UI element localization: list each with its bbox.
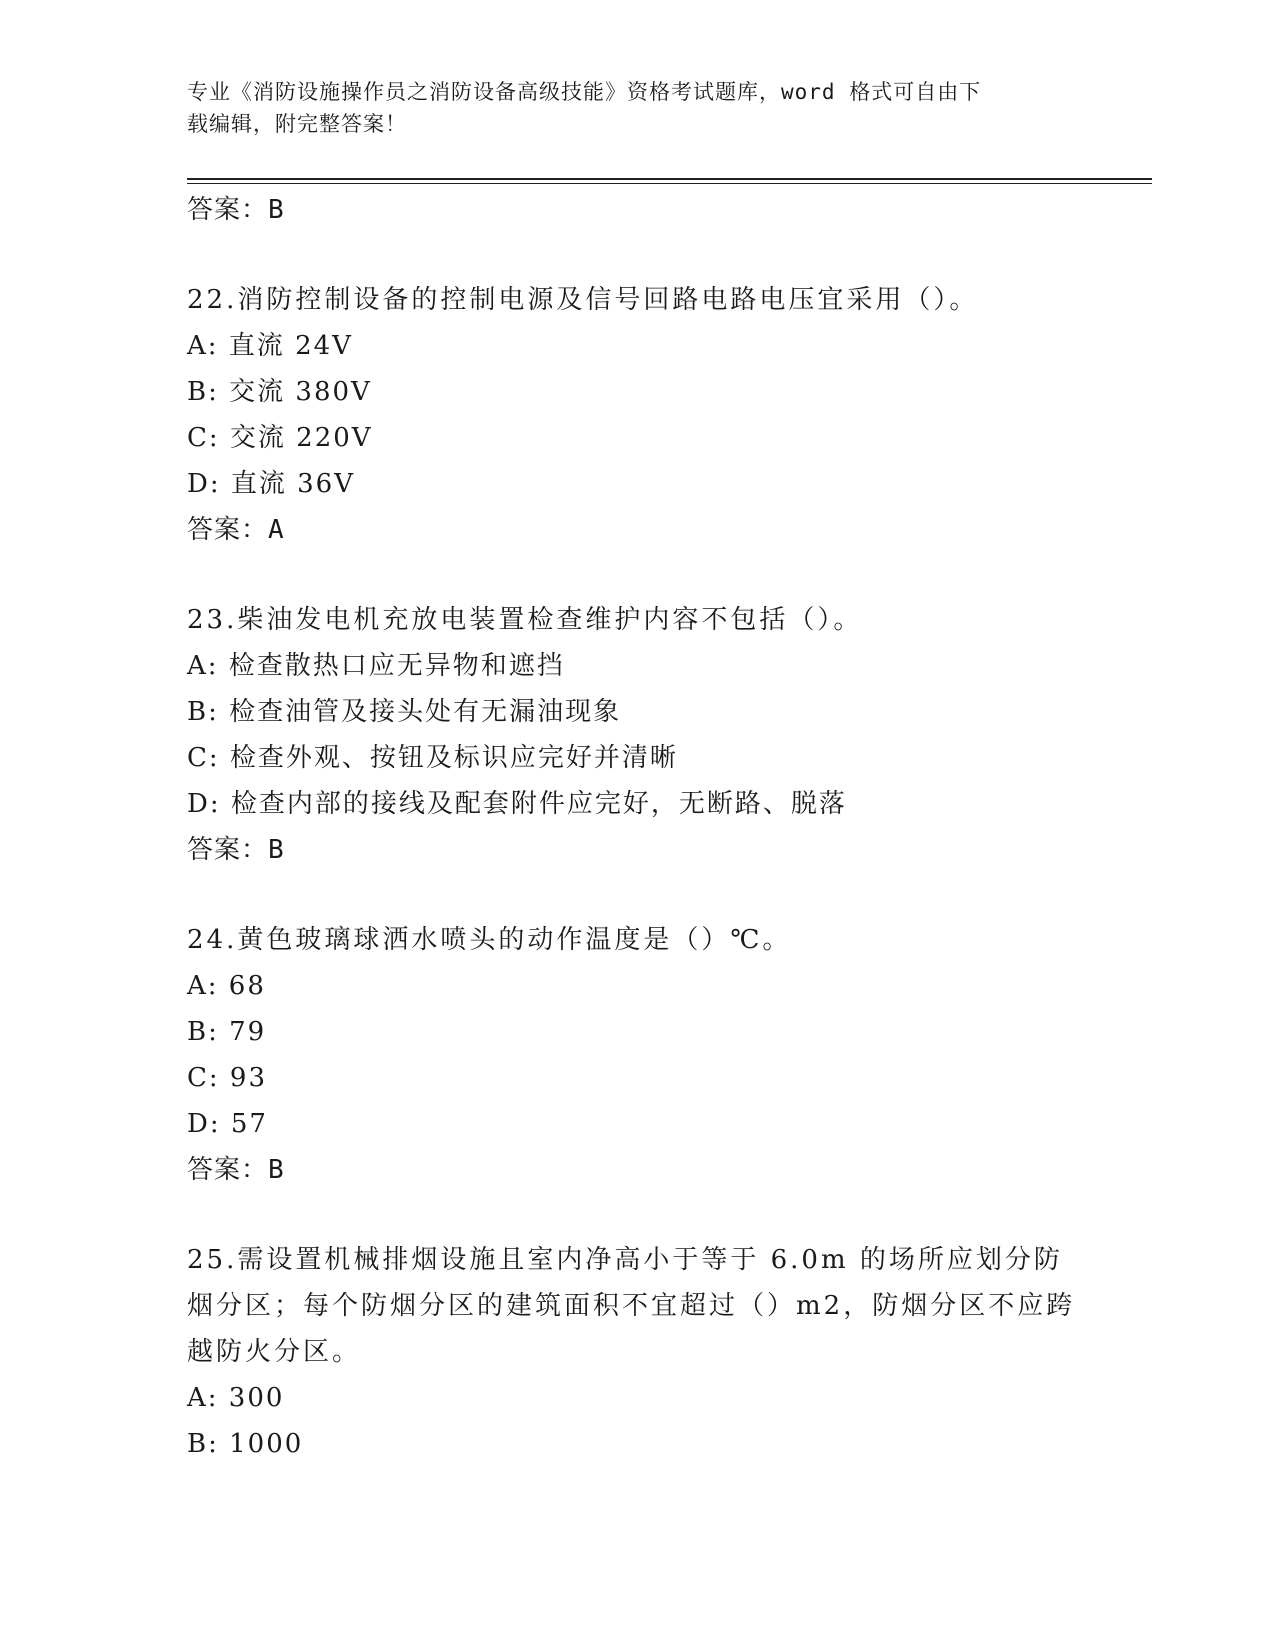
previous-answer: 答案：B: [187, 195, 285, 225]
question-text: 25.需设置机械排烟设施且室内净高小于等于 6.0m 的场所应划分防烟分区；每个防烟分区的建筑面积不宜超过（）m2，防烟分区不应跨越防火分区。: [187, 1245, 1076, 1367]
question-text: 22.消防控制设备的控制电源及信号回路电路电压宜采用（）。: [187, 285, 979, 315]
option-a: A: 68: [187, 971, 266, 1001]
question-text: 23.柴油发电机充放电装置检查维护内容不包括（）。: [187, 605, 863, 635]
question-24: [187, 917, 1087, 1193]
option-b: B: 检查油管及接头处有无漏油现象: [187, 697, 622, 727]
header-rule-thin: [187, 183, 1152, 184]
document-header: [187, 76, 1087, 140]
option-b: B: 交流 380V: [187, 377, 372, 407]
option-b: B: 1000: [187, 1429, 304, 1459]
question-text: 24.黄色玻璃球洒水喷头的动作温度是（）℃。: [187, 925, 792, 955]
option-c: C: 93: [187, 1063, 268, 1093]
question-23: [187, 597, 1087, 873]
header-rule-thick: [187, 178, 1152, 180]
option-d: D: 57: [187, 1109, 268, 1139]
option-b: B: 79: [187, 1017, 267, 1047]
option-d: D: 直流 36V: [187, 469, 355, 499]
question-22: [187, 277, 1087, 553]
answer-line: 答案：B: [187, 835, 285, 865]
question-25: [187, 1237, 1087, 1467]
document-body: [187, 187, 1087, 1467]
option-a: A: 300: [187, 1383, 285, 1413]
option-a: A: 直流 24V: [187, 331, 353, 361]
answer-line: 答案：B: [187, 1155, 285, 1185]
option-a: A: 检查散热口应无异物和遮挡: [187, 651, 565, 681]
answer-line: 答案：A: [187, 515, 285, 545]
option-c: C: 检查外观、按钮及标识应完好并清晰: [187, 743, 678, 773]
option-d: D: 检查内部的接线及配套附件应完好，无断路、脱落: [187, 789, 847, 819]
header-line-1: 专业《消防设施操作员之消防设备高级技能》资格考试题库，word 格式可自由下: [187, 80, 982, 104]
header-line-2: 载编辑，附完整答案！: [187, 112, 407, 136]
option-c: C: 交流 220V: [187, 423, 373, 453]
